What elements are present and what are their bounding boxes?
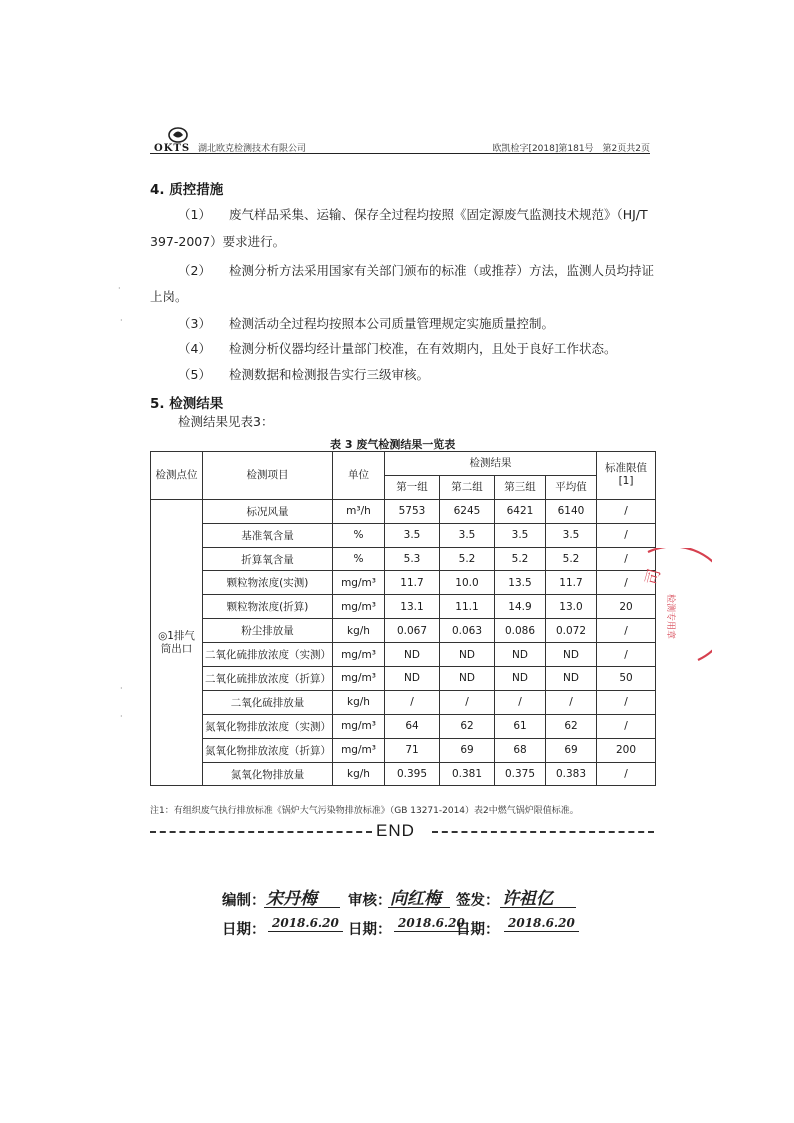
company-name: 湖北欧克检测技术有限公司: [198, 144, 307, 154]
table-row: [151, 667, 656, 691]
table-row: [151, 738, 656, 762]
value-cell: 62: [546, 714, 597, 738]
unit-cell: mg/m³: [333, 571, 385, 595]
value-cell: 5.2: [440, 547, 495, 571]
value-cell: 11.7: [385, 571, 440, 595]
table-row: [151, 714, 656, 738]
header-group-2: 第二组: [440, 475, 495, 499]
value-cell: 62: [440, 714, 495, 738]
qc-item-1-cont: 397-2007）要求进行。: [150, 234, 286, 249]
value-cell: 0.067: [385, 619, 440, 643]
standard-cell: 50: [597, 667, 656, 691]
unit-cell: m³/h: [333, 499, 385, 523]
binding-mark: ·: [120, 684, 123, 693]
compile-underline: [264, 907, 340, 908]
item-cell: 二氧化硫排放浓度（折算）: [203, 667, 333, 691]
results-heading: 5. 检测结果: [150, 396, 224, 412]
unit-cell: kg/h: [333, 690, 385, 714]
header-group-1: 第一组: [385, 475, 440, 499]
unit-cell: %: [333, 547, 385, 571]
value-cell: ND: [385, 643, 440, 667]
issue-underline: [500, 907, 576, 908]
unit-cell: mg/m³: [333, 643, 385, 667]
value-cell: /: [440, 690, 495, 714]
unit-cell: mg/m³: [333, 667, 385, 691]
value-cell: 6140: [546, 499, 597, 523]
value-cell: /: [385, 690, 440, 714]
value-cell: 61: [495, 714, 546, 738]
table-row: [151, 523, 656, 547]
value-cell: 11.1: [440, 595, 495, 619]
standard-cell: /: [597, 499, 656, 523]
standard-cell: /: [597, 523, 656, 547]
header-standard: 标准限值[1]: [597, 452, 656, 500]
standard-cell: /: [597, 619, 656, 643]
item-cell: 折算氧含量: [203, 547, 333, 571]
qc-item-1: （1） 废气样品采集、运输、保存全过程均按照《固定源废气监测技术规范》（HJ/T: [178, 207, 648, 222]
svg-text:检测专用章: 检测专用章: [665, 594, 675, 640]
issue-label: 签发：: [456, 893, 500, 909]
end-line-right: [432, 831, 654, 833]
end-text: END: [376, 821, 415, 840]
compile-signature: 宋丹梅: [266, 889, 317, 909]
value-cell: 6421: [495, 499, 546, 523]
header-point: 检测点位: [151, 452, 203, 500]
page-header: [150, 126, 650, 156]
value-cell: 0.395: [385, 762, 440, 786]
sampling-point: ◎1排气筒出口: [151, 499, 203, 786]
value-cell: 5.3: [385, 547, 440, 571]
qc-heading: 4. 质控措施: [150, 182, 224, 198]
results-table: [150, 451, 656, 786]
unit-cell: mg/m³: [333, 714, 385, 738]
header-divider: [150, 153, 650, 154]
review-signature: 向红梅: [390, 889, 441, 909]
standard-cell: 20: [597, 595, 656, 619]
signature-row: [222, 889, 602, 915]
value-cell: ND: [385, 667, 440, 691]
value-cell: ND: [495, 643, 546, 667]
value-cell: 5.2: [546, 547, 597, 571]
item-cell: 二氧化硫排放量: [203, 690, 333, 714]
value-cell: ND: [495, 667, 546, 691]
value-cell: 0.072: [546, 619, 597, 643]
value-cell: ND: [546, 667, 597, 691]
review-underline: [388, 907, 450, 908]
date-label-2: 日期：: [348, 922, 392, 938]
item-cell: 粉尘排放量: [203, 619, 333, 643]
item-cell: 氮氧化物排放浓度（实测）: [203, 714, 333, 738]
results-intro: 检测结果见表3：: [178, 414, 274, 429]
value-cell: 0.383: [546, 762, 597, 786]
item-cell: 氮氧化物排放浓度（折算）: [203, 738, 333, 762]
value-cell: 3.5: [385, 523, 440, 547]
value-cell: 0.063: [440, 619, 495, 643]
standard-cell: /: [597, 547, 656, 571]
standard-cell: /: [597, 690, 656, 714]
value-cell: 13.5: [495, 571, 546, 595]
end-line-left: [150, 831, 372, 833]
binding-mark: ·: [120, 712, 123, 721]
qc-item-2-cont: 上岗。: [150, 289, 188, 304]
qc-item-2: （2） 检测分析方法采用国家有关部门颁布的标准（或推荐）方法，监测人员均持证: [178, 263, 654, 278]
value-cell: 64: [385, 714, 440, 738]
unit-cell: mg/m³: [333, 738, 385, 762]
item-cell: 颗粒物浓度(折算): [203, 595, 333, 619]
value-cell: 14.9: [495, 595, 546, 619]
table-row: [151, 595, 656, 619]
table-row: [151, 547, 656, 571]
value-cell: 11.7: [546, 571, 597, 595]
value-cell: 68: [495, 738, 546, 762]
header-results: 检测结果: [385, 452, 597, 476]
value-cell: ND: [546, 643, 597, 667]
value-cell: 3.5: [495, 523, 546, 547]
inspection-seal-stamp: [628, 548, 712, 668]
value-cell: 3.5: [546, 523, 597, 547]
date-row: [222, 918, 602, 944]
unit-cell: kg/h: [333, 619, 385, 643]
standard-cell: /: [597, 714, 656, 738]
qc-item-5: （5） 检测数据和检测报告实行三级审核。: [178, 367, 429, 382]
issue-date: 2018.6.20: [504, 916, 579, 932]
value-cell: 0.086: [495, 619, 546, 643]
review-date: 2018.6.20: [394, 916, 469, 932]
document-number: 欧凯检字[2018]第181号 第2页共2页: [492, 144, 650, 154]
table-row: [151, 643, 656, 667]
unit-cell: mg/m³: [333, 595, 385, 619]
date-label-1: 日期：: [222, 922, 266, 938]
value-cell: ND: [440, 667, 495, 691]
value-cell: 5.2: [495, 547, 546, 571]
value-cell: 71: [385, 738, 440, 762]
standard-cell: 200: [597, 738, 656, 762]
table-row: [151, 571, 656, 595]
unit-cell: %: [333, 523, 385, 547]
table-row: [151, 690, 656, 714]
logo-text: OKTS: [154, 143, 191, 154]
review-label: 审核：: [348, 893, 392, 909]
value-cell: 0.381: [440, 762, 495, 786]
issue-signature: 许祖亿: [502, 889, 553, 909]
standard-cell: /: [597, 643, 656, 667]
results-table-body: [151, 499, 656, 786]
value-cell: /: [546, 690, 597, 714]
value-cell: 5753: [385, 499, 440, 523]
date-label-3: 日期：: [456, 922, 500, 938]
standard-cell: /: [597, 762, 656, 786]
end-marker: [150, 821, 655, 841]
compile-date: 2018.6.20: [268, 916, 343, 932]
value-cell: ND: [440, 643, 495, 667]
svg-text:司: 司: [641, 566, 665, 588]
table-note: 注1：有组织废气执行排放标准《锅炉大气污染物排放标准》（GB 13271-2014）表2中燃气锅炉限值标准。: [150, 806, 579, 816]
header-item: 检测项目: [203, 452, 333, 500]
value-cell: 0.375: [495, 762, 546, 786]
item-cell: 基准氧含量: [203, 523, 333, 547]
header-group-3: 第三组: [495, 475, 546, 499]
table-row: [151, 762, 656, 786]
value-cell: 69: [440, 738, 495, 762]
qc-item-3: （3） 检测活动全过程均按照本公司质量管理规定实施质量控制。: [178, 316, 554, 331]
table-caption: 表 3 废气检测结果一览表: [330, 438, 456, 451]
binding-mark: ·: [120, 316, 123, 325]
unit-cell: kg/h: [333, 762, 385, 786]
item-cell: 标况风量: [203, 499, 333, 523]
binding-mark: ·: [118, 284, 121, 293]
value-cell: 3.5: [440, 523, 495, 547]
item-cell: 氮氧化物排放量: [203, 762, 333, 786]
standard-cell: /: [597, 571, 656, 595]
header-unit: 单位: [333, 452, 385, 500]
value-cell: 13.1: [385, 595, 440, 619]
value-cell: 6245: [440, 499, 495, 523]
qc-item-4: （4） 检测分析仪器均经计量部门校准，在有效期内，且处于良好工作状态。: [178, 341, 617, 356]
value-cell: 10.0: [440, 571, 495, 595]
item-cell: 颗粒物浓度(实测): [203, 571, 333, 595]
value-cell: 13.0: [546, 595, 597, 619]
compile-label: 编制：: [222, 893, 266, 909]
header-average: 平均值: [546, 475, 597, 499]
table-row: [151, 499, 656, 523]
table-row: [151, 619, 656, 643]
value-cell: /: [495, 690, 546, 714]
value-cell: 69: [546, 738, 597, 762]
item-cell: 二氧化硫排放浓度（实测）: [203, 643, 333, 667]
